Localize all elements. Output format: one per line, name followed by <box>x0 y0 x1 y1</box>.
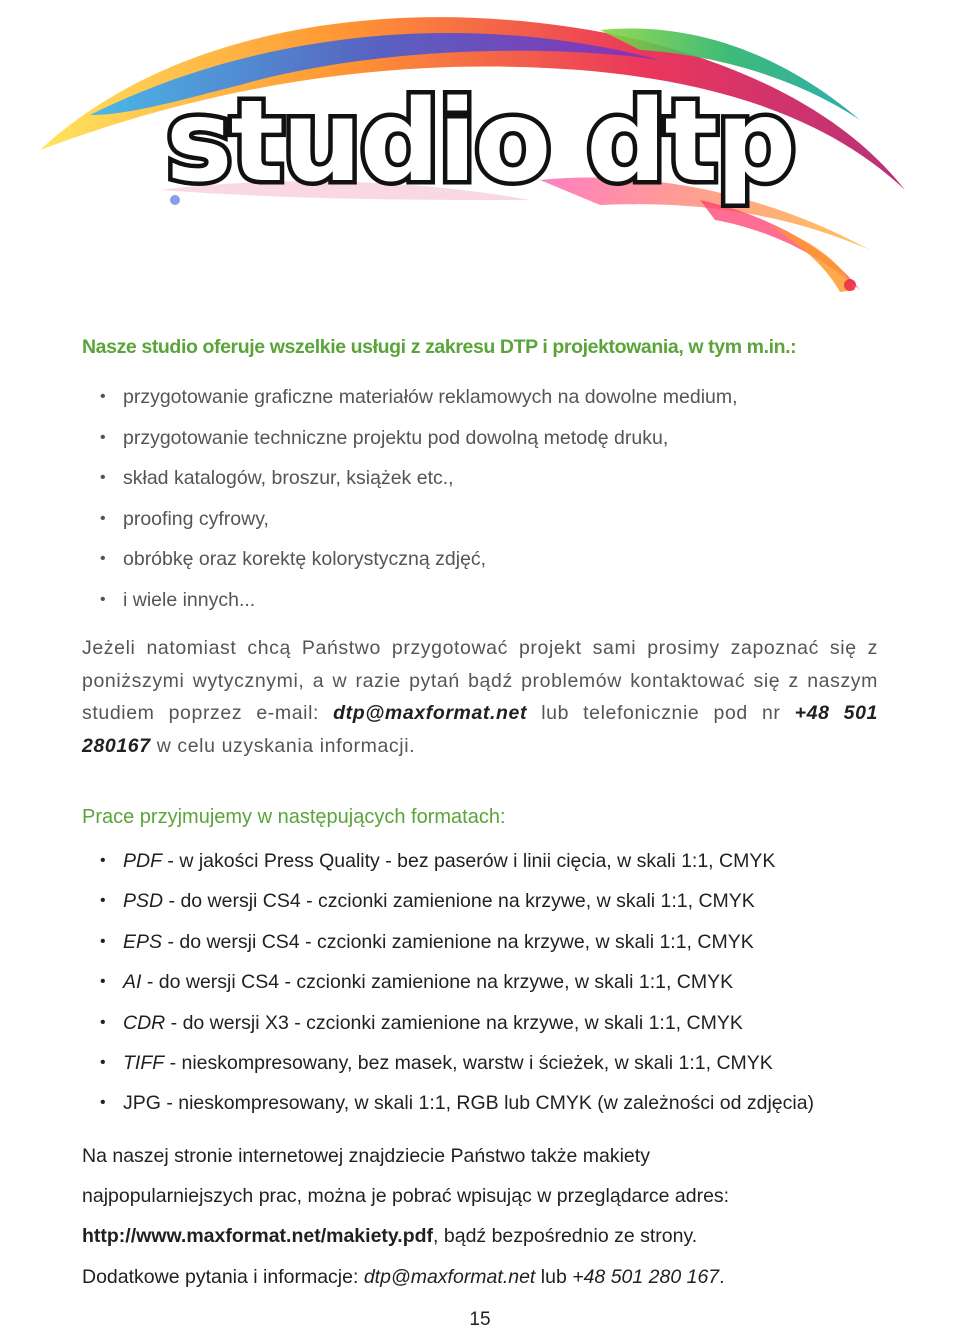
services-list <box>82 377 878 620</box>
studio-dtp-title: studio dtp <box>165 77 795 207</box>
format-description: - do wersji CS4 - czcionki zamienione na krzywe, w skali 1:1, CMYK <box>162 930 754 953</box>
list-item <box>82 881 878 921</box>
format-name: TIFF <box>123 1051 165 1074</box>
contact-paragraph <box>82 632 878 762</box>
list-item <box>82 1043 878 1083</box>
phone-number: +48 501 280 167 <box>572 1265 720 1288</box>
format-name: PSD <box>123 890 164 913</box>
services-heading: Nasze studio oferuje wszelkie usługi z zakresu DTP i projektowania, w tym m.in.: <box>82 336 797 358</box>
paragraph-text: w celu uzyskania informacji. <box>150 734 416 757</box>
list-item <box>82 1003 878 1043</box>
list-item: • obróbkę oraz korektę kolorystyczną zdjęć, <box>82 539 878 580</box>
page-number: 15 <box>469 1309 491 1330</box>
formats-heading: Prace przyjmujemy w następujących formatach: <box>82 806 506 828</box>
footer-text: Dodatkowe pytania i informacje: <box>82 1265 364 1288</box>
footer-text: , bądź bezpośrednio ze strony. <box>433 1225 698 1248</box>
hero-banner <box>0 0 960 300</box>
list-item: • proofing cyfrowy, <box>82 499 878 540</box>
list-item <box>82 841 878 881</box>
paragraph-text: lub telefonicznie pod nr <box>527 702 795 724</box>
list-item: • przygotowanie graficzne materiałów reklamowych na dowolne medium, <box>82 377 878 418</box>
footer-info <box>82 1136 878 1297</box>
email-link[interactable]: dtp@maxformat.net <box>363 1265 536 1288</box>
email-link[interactable]: dtp@maxformat.net <box>333 702 528 724</box>
footer-text: lub <box>535 1265 573 1288</box>
paint-splash-illustration <box>0 0 960 300</box>
footer-text: . <box>719 1265 725 1288</box>
footer-line <box>82 1216 878 1256</box>
main-content <box>82 336 878 1297</box>
format-name: PDF <box>123 850 162 872</box>
format-description: - do wersji X3 - czcionki zamienione na krzywe, w skali 1:1, CMYK <box>165 1011 743 1034</box>
format-description: - w jakości Press Quality - bez paserów i linii cięcia, w skali 1:1, CMYK <box>162 850 776 872</box>
list-item: • przygotowanie techniczne projektu pod dowolną metodę druku, <box>82 418 878 459</box>
format-description: - do wersji CS4 - czcionki zamienione na krzywe, w skali 1:1, CMYK <box>163 890 755 913</box>
list-item <box>82 1083 878 1123</box>
format-description: - do wersji CS4 - czcionki zamienione na krzywe, w skali 1:1, CMYK <box>141 971 734 994</box>
list-item: • i wiele innych... <box>82 580 878 621</box>
makiety-url-link[interactable]: http://www.maxformat.net/makiety.pdf <box>82 1225 434 1248</box>
footer-line: Na naszej stronie internetowej znajdziecie Państwo także makiety <box>82 1144 650 1167</box>
formats-list <box>82 841 878 1124</box>
footer-line <box>82 1257 878 1297</box>
format-name: EPS <box>123 930 163 953</box>
format-description: - nieskompresowany, bez masek, warstw i ścieżek, w skali 1:1, CMYK <box>164 1051 773 1074</box>
format-name: AI <box>123 971 142 994</box>
format-name: CDR <box>123 1011 166 1034</box>
footer-line: najpopularniejszych prac, można je pobrać wpisując w przeglądarce adres: <box>82 1185 730 1208</box>
format-description: JPG - nieskompresowany, w skali 1:1, RGB lub CMYK (w zależności od zdjęcia) <box>123 1092 815 1115</box>
list-item <box>82 962 878 1002</box>
list-item: • skład katalogów, broszur, książek etc., <box>82 458 878 499</box>
paragraph-text: Jeżeli natomiast chcą Państwo przygotować projekt sami prosimy zapoznać się z poniższymi wytycznymi, a w razie pytań bądź problemów kontaktować się z naszym studiem poprzez e-mail: <box>82 637 878 724</box>
list-item <box>82 922 878 962</box>
phone-number: +48 501 280167 <box>82 702 878 757</box>
